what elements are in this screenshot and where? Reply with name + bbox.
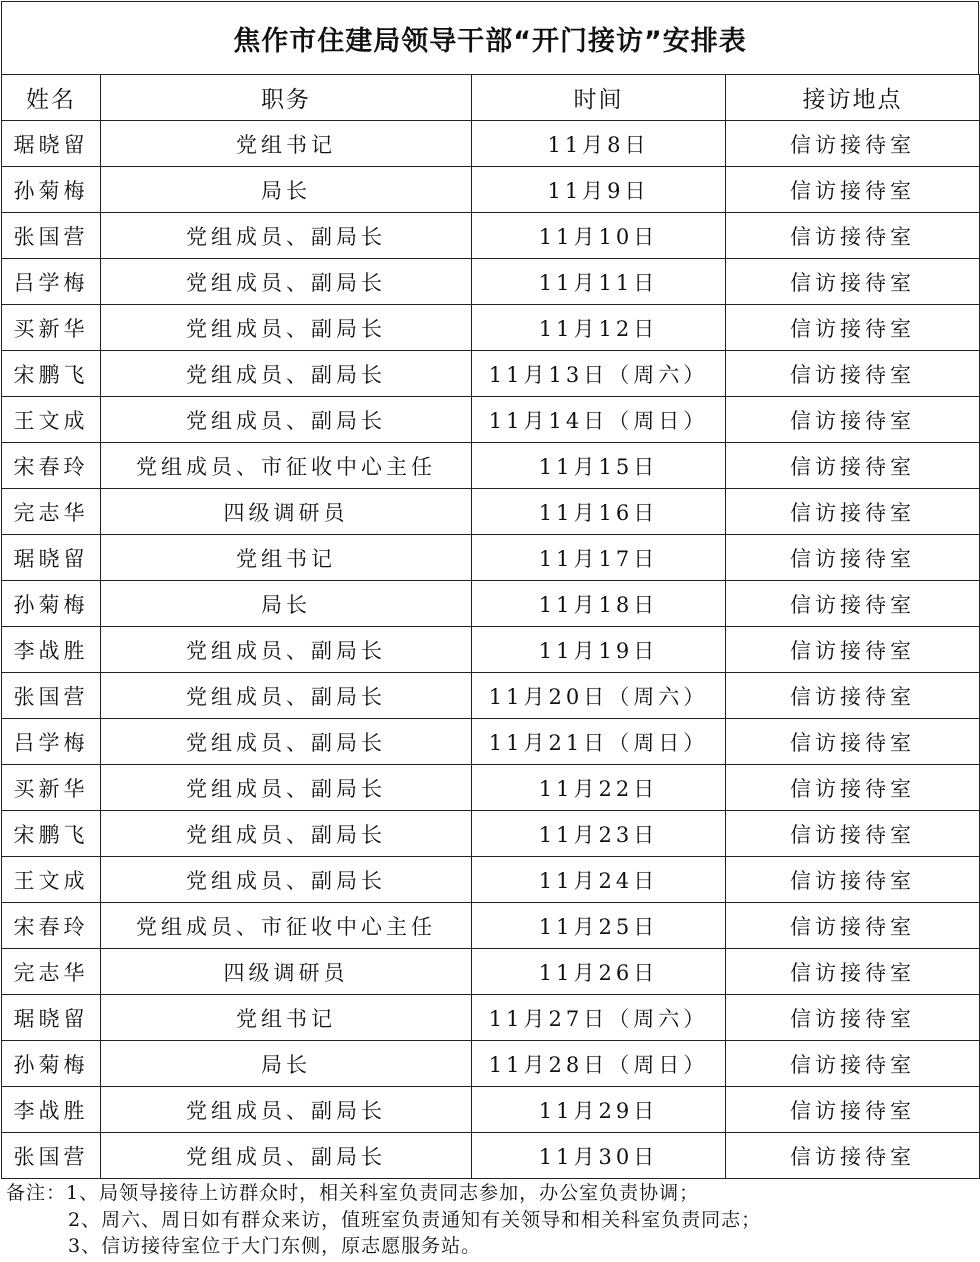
cell-time: 11月17日 [472, 535, 726, 581]
note-line-3 [6, 1233, 974, 1260]
cell-time: 11月26日 [472, 949, 726, 995]
cell-place: 信访接待室 [726, 1041, 980, 1087]
cell-time: 11月30日 [472, 1133, 726, 1179]
cell-name: 买新华 [2, 305, 101, 351]
cell-name: 宋春玲 [2, 443, 101, 489]
cell-position: 党组成员、市征收中心主任 [101, 903, 472, 949]
cell-name: 琚晓留 [2, 535, 101, 581]
table-row [2, 305, 980, 351]
cell-time: 11月21日（周日） [472, 719, 726, 765]
cell-place: 信访接待室 [726, 443, 980, 489]
cell-name: 王文成 [2, 857, 101, 903]
table-row [2, 1041, 980, 1087]
cell-time: 11月18日 [472, 581, 726, 627]
cell-position: 党组成员、副局长 [101, 259, 472, 305]
schedule-table [1, 74, 980, 1179]
cell-position: 党组成员、市征收中心主任 [101, 443, 472, 489]
cell-place: 信访接待室 [726, 581, 980, 627]
cell-time: 11月27日（周六） [472, 995, 726, 1041]
cell-name: 孙菊梅 [2, 167, 101, 213]
cell-position: 党组成员、副局长 [101, 627, 472, 673]
cell-place: 信访接待室 [726, 213, 980, 259]
cell-name: 张国营 [2, 673, 101, 719]
cell-name: 买新华 [2, 765, 101, 811]
cell-place: 信访接待室 [726, 397, 980, 443]
cell-name: 琚晓留 [2, 995, 101, 1041]
table-row [2, 765, 980, 811]
table-row [2, 535, 980, 581]
table-row [2, 627, 980, 673]
table-row [2, 857, 980, 903]
table-row [2, 673, 980, 719]
title-box [1, 1, 979, 74]
cell-time: 11月11日 [472, 259, 726, 305]
cell-position: 党组书记 [101, 121, 472, 167]
cell-time: 11月25日 [472, 903, 726, 949]
cell-position: 党组成员、副局长 [101, 811, 472, 857]
cell-time: 11月19日 [472, 627, 726, 673]
note-item: 2、周六、周日如有群众来访，值班室负责通知有关领导和相关科室负责同志； [68, 1208, 762, 1231]
cell-place: 信访接待室 [726, 995, 980, 1041]
cell-place: 信访接待室 [726, 1087, 980, 1133]
cell-place: 信访接待室 [726, 719, 980, 765]
cell-name: 完志华 [2, 949, 101, 995]
cell-place: 信访接待室 [726, 1133, 980, 1179]
cell-position: 局长 [101, 1041, 472, 1087]
cell-time: 11月24日 [472, 857, 726, 903]
cell-position: 党组成员、副局长 [101, 673, 472, 719]
cell-position: 局长 [101, 167, 472, 213]
cell-position: 局长 [101, 581, 472, 627]
cell-name: 王文成 [2, 397, 101, 443]
cell-position: 党组成员、副局长 [101, 351, 472, 397]
cell-place: 信访接待室 [726, 857, 980, 903]
table-row [2, 489, 980, 535]
header-position: 职务 [101, 75, 472, 121]
table-row [2, 443, 980, 489]
cell-position: 党组成员、副局长 [101, 1133, 472, 1179]
cell-name: 宋鹏飞 [2, 811, 101, 857]
cell-name: 吕学梅 [2, 259, 101, 305]
cell-position: 四级调研员 [101, 949, 472, 995]
cell-place: 信访接待室 [726, 811, 980, 857]
table-row [2, 581, 980, 627]
cell-position: 党组书记 [101, 535, 472, 581]
cell-position: 党组书记 [101, 995, 472, 1041]
cell-name: 宋鹏飞 [2, 351, 101, 397]
cell-place: 信访接待室 [726, 121, 980, 167]
cell-time: 11月29日 [472, 1087, 726, 1133]
cell-name: 宋春玲 [2, 903, 101, 949]
cell-position: 党组成员、副局长 [101, 719, 472, 765]
table-header-row [2, 75, 980, 121]
table-row [2, 719, 980, 765]
cell-position: 四级调研员 [101, 489, 472, 535]
cell-position: 党组成员、副局长 [101, 1087, 472, 1133]
table-row [2, 213, 980, 259]
cell-position: 党组成员、副局长 [101, 397, 472, 443]
table-row [2, 167, 980, 213]
cell-place: 信访接待室 [726, 259, 980, 305]
table-row [2, 949, 980, 995]
header-place: 接访地点 [726, 75, 980, 121]
cell-name: 张国营 [2, 1133, 101, 1179]
cell-place: 信访接待室 [726, 949, 980, 995]
cell-position: 党组成员、副局长 [101, 765, 472, 811]
cell-name: 琚晓留 [2, 121, 101, 167]
notes-section [6, 1180, 974, 1260]
cell-time: 11月20日（周六） [472, 673, 726, 719]
cell-name: 李战胜 [2, 627, 101, 673]
table-row [2, 903, 980, 949]
header-name: 姓名 [2, 75, 101, 121]
cell-time: 11月9日 [472, 167, 726, 213]
table-row [2, 121, 980, 167]
cell-place: 信访接待室 [726, 489, 980, 535]
cell-place: 信访接待室 [726, 903, 980, 949]
page-title: 焦作市住建局领导干部“开门接访”安排表 [233, 25, 747, 57]
cell-place: 信访接待室 [726, 673, 980, 719]
cell-time: 11月10日 [472, 213, 726, 259]
cell-time: 11月14日（周日） [472, 397, 726, 443]
table-row [2, 995, 980, 1041]
cell-name: 孙菊梅 [2, 1041, 101, 1087]
cell-time: 11月12日 [472, 305, 726, 351]
cell-place: 信访接待室 [726, 535, 980, 581]
cell-place: 信访接待室 [726, 627, 980, 673]
cell-name: 李战胜 [2, 1087, 101, 1133]
cell-position: 党组成员、副局长 [101, 305, 472, 351]
cell-name: 完志华 [2, 489, 101, 535]
cell-place: 信访接待室 [726, 167, 980, 213]
table-row [2, 259, 980, 305]
cell-place: 信访接待室 [726, 305, 980, 351]
cell-time: 11月13日（周六） [472, 351, 726, 397]
cell-place: 信访接待室 [726, 351, 980, 397]
table-body [2, 121, 980, 1179]
notes-label: 备注： [6, 1182, 67, 1204]
note-line-2 [6, 1207, 974, 1234]
cell-time: 11月8日 [472, 121, 726, 167]
cell-time: 11月28日（周日） [472, 1041, 726, 1087]
cell-name: 张国营 [2, 213, 101, 259]
cell-time: 11月16日 [472, 489, 726, 535]
cell-time: 11月22日 [472, 765, 726, 811]
cell-place: 信访接待室 [726, 765, 980, 811]
note-item: 3、信访接待室位于大门东侧，原志愿服务站。 [68, 1235, 482, 1257]
table-row [2, 1133, 980, 1179]
cell-time: 11月23日 [472, 811, 726, 857]
table-row [2, 397, 980, 443]
cell-name: 孙菊梅 [2, 581, 101, 627]
cell-name: 吕学梅 [2, 719, 101, 765]
header-time: 时间 [472, 75, 726, 121]
table-row [2, 351, 980, 397]
cell-position: 党组成员、副局长 [101, 857, 472, 903]
note-line-1 [6, 1180, 974, 1207]
table-row [2, 1087, 980, 1133]
cell-position: 党组成员、副局长 [101, 213, 472, 259]
table-row [2, 811, 980, 857]
cell-time: 11月15日 [472, 443, 726, 489]
note-item: 1、局领导接待上访群众时，相关科室负责同志参加，办公室负责协调； [66, 1182, 700, 1204]
